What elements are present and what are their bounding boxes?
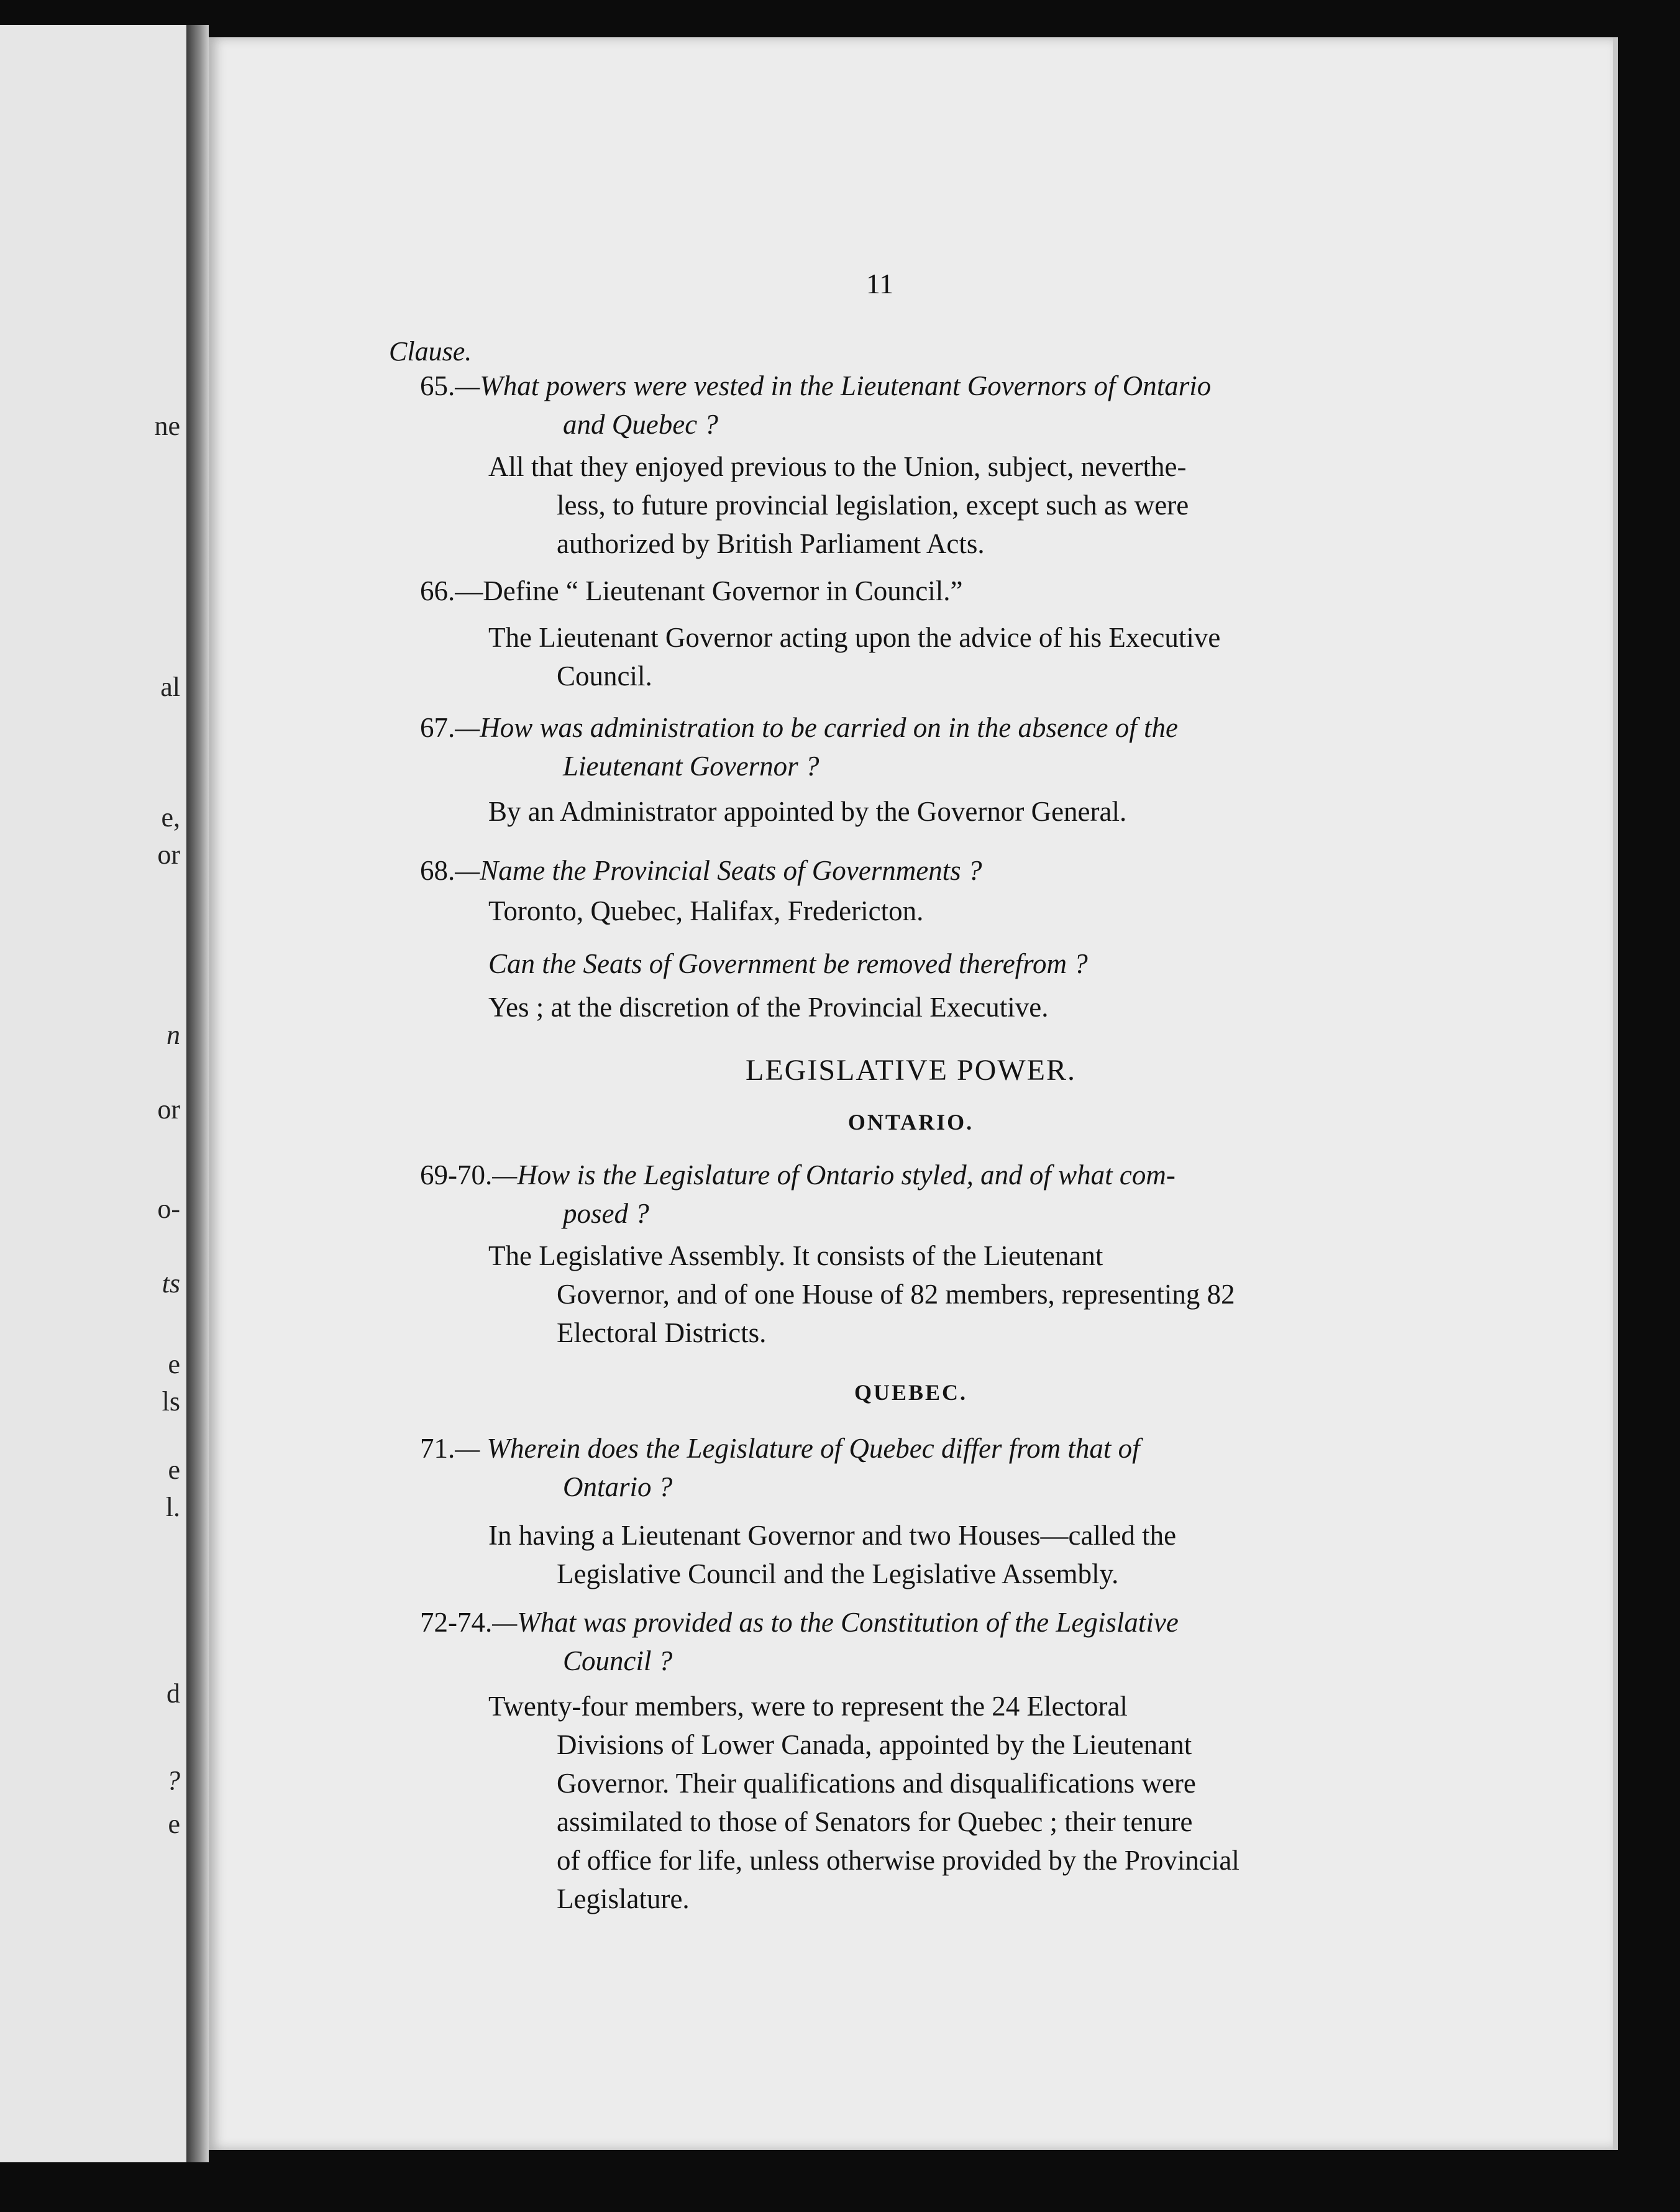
question-text-cont: posed ? — [563, 1198, 649, 1229]
left-fragment: e, — [161, 802, 180, 833]
question-68b — [488, 944, 1588, 983]
answer-line: of office for life, unless otherwise provided by the Provincial — [557, 1845, 1239, 1876]
question-65 — [420, 367, 1588, 444]
question-number: 65. — [420, 370, 455, 401]
subheading-ontario: ONTARIO. — [847, 1110, 974, 1135]
answer-line: The Legislative Assembly. It consists of the Lieutenant — [488, 1240, 1103, 1271]
answer-line: Governor. Their qualifications and disqualifications were — [557, 1768, 1196, 1799]
answer-line: authorized by British Parliament Acts. — [557, 528, 985, 559]
question-67 — [420, 708, 1588, 785]
question-text-cont: Ontario ? — [563, 1471, 673, 1502]
left-page-edge — [0, 25, 186, 2162]
answer-line: Twenty-four members, were to represent the 24 Electoral — [488, 1691, 1128, 1722]
question-text-cont: and Quebec ? — [563, 409, 718, 440]
question-text: —How was administration to be carried on in the absence of the — [455, 712, 1178, 743]
left-fragment: l. — [165, 1492, 180, 1522]
question-number: 71. — [420, 1433, 455, 1464]
answer-71 — [488, 1516, 1588, 1593]
document-page — [209, 37, 1618, 2150]
answer-line: In having a Lieutenant Governor and two Houses—called the — [488, 1520, 1177, 1551]
left-fragment: e — [168, 1809, 180, 1839]
answer-line: By an Administrator appointed by the Governor General. — [488, 796, 1127, 827]
question-text: Can the Seats of Government be removed therefrom ? — [488, 948, 1088, 979]
question-text-cont: Lieutenant Governor ? — [563, 751, 819, 782]
question-68 — [420, 851, 1588, 890]
question-69-70 — [420, 1156, 1588, 1233]
question-number: 68. — [420, 855, 455, 886]
left-fragment: e — [168, 1455, 180, 1485]
left-fragment: e — [168, 1349, 180, 1379]
question-text: —How is the Legislature of Ontario styled, and of what com- — [492, 1159, 1176, 1191]
question-66 — [420, 572, 1588, 610]
answer-line: less, to future provincial legislation, except such as were — [557, 490, 1189, 521]
question-72-74 — [420, 1603, 1588, 1680]
left-fragment: ne — [154, 411, 180, 441]
answer-line: All that they enjoyed previous to the Union, subject, neverthe- — [488, 451, 1187, 482]
left-fragment: or — [157, 839, 180, 870]
answer-line: Toronto, Quebec, Halifax, Fredericton. — [488, 895, 924, 926]
question-text: —Define “ Lieutenant Governor in Council.” — [455, 575, 963, 606]
section-heading: LEGISLATIVE POWER. — [746, 1054, 1076, 1087]
left-fragment: ls — [162, 1386, 180, 1417]
left-fragment: d — [167, 1678, 180, 1709]
answer-69-70 — [488, 1236, 1588, 1352]
answer-line: Legislature. — [557, 1883, 690, 1914]
answer-line: Council. — [557, 660, 652, 692]
answer-65 — [488, 447, 1588, 563]
question-number: 72-74. — [420, 1607, 493, 1638]
question-text: —Name the Provincial Seats of Governments ? — [455, 855, 982, 886]
answer-line: Yes ; at the discretion of the Provincial Executive. — [488, 992, 1049, 1023]
answer-68b — [488, 988, 1588, 1026]
answer-line: assimilated to those of Senators for Quebec ; their tenure — [557, 1806, 1193, 1837]
left-fragment: or — [157, 1094, 180, 1125]
left-fragment: n — [167, 1020, 180, 1050]
question-text: —What was provided as to the Constitution of the Legislative — [492, 1607, 1179, 1638]
answer-line: The Lieutenant Governor acting upon the advice of his Executive — [488, 622, 1221, 653]
answer-67 — [488, 792, 1588, 831]
question-text-cont: Council ? — [563, 1645, 673, 1676]
answer-line: Legislative Council and the Legislative Assembly. — [557, 1558, 1119, 1589]
question-number: 66. — [420, 575, 455, 606]
left-fragment: al — [160, 672, 180, 702]
question-71 — [420, 1429, 1588, 1506]
answer-66 — [488, 618, 1588, 695]
question-text: — Wherein does the Legislature of Quebec differ from that of — [455, 1433, 1140, 1464]
subheading-quebec: QUEBEC. — [854, 1380, 968, 1405]
book-gutter — [186, 25, 209, 2162]
left-fragment: ts — [162, 1268, 180, 1299]
answer-72-74 — [488, 1687, 1588, 1918]
question-text: —What powers were vested in the Lieutenant Governors of Ontario — [455, 370, 1212, 401]
answer-68 — [488, 892, 1588, 930]
answer-line: Electoral Districts. — [557, 1317, 767, 1348]
left-fragment: o- — [157, 1194, 180, 1224]
left-fragment: ? — [167, 1765, 180, 1796]
question-number: 67. — [420, 712, 455, 743]
answer-line: Divisions of Lower Canada, appointed by the Lieutenant — [557, 1729, 1192, 1760]
question-number: 69-70. — [420, 1159, 493, 1191]
answer-line: Governor, and of one House of 82 members, representing 82 — [557, 1279, 1235, 1310]
page-number: 11 — [865, 268, 894, 299]
clause-label: Clause. — [389, 336, 472, 367]
